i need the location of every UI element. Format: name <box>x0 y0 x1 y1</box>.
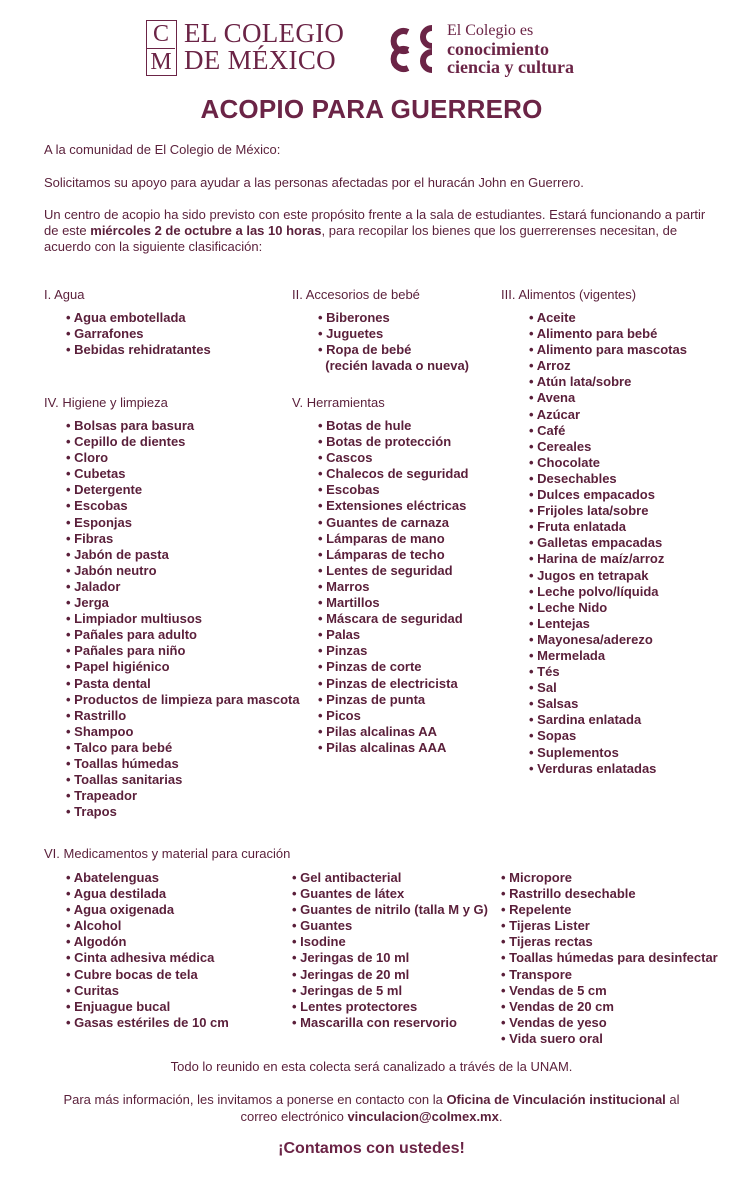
list-item: • Atún lata/sobre <box>529 374 687 390</box>
list-item: • Vida suero oral <box>501 1031 718 1047</box>
list-item: • Frijoles lata/sobre <box>529 503 687 519</box>
list-item: • Papel higiénico <box>66 659 300 675</box>
list-item: • Cubetas <box>66 466 300 482</box>
list-item: • Jabón de pasta <box>66 547 300 563</box>
list-item: • Guantes de nitrilo (talla M y G) <box>292 902 488 918</box>
list-item: • Enjuague bucal <box>66 999 229 1015</box>
greeting: A la comunidad de El Colegio de México: <box>44 142 281 157</box>
list-item: • Agua embotellada <box>66 310 211 326</box>
list-item: • Avena <box>529 390 687 406</box>
list-item: • Ropa de bebé <box>318 342 469 358</box>
list-item: • Vendas de 20 cm <box>501 999 718 1015</box>
contact-mid: al correo electrónico <box>240 1092 680 1124</box>
closing-message: ¡Contamos con ustedes! <box>278 1140 465 1157</box>
section-title-medicamentos: VI. Medicamentos y material para curación <box>44 846 291 861</box>
list-item: • Café <box>529 423 687 439</box>
ccc-symbol-icon <box>386 24 438 74</box>
list-item: • Rastrillo <box>66 708 300 724</box>
list-item: • Pinzas de electricista <box>318 676 469 692</box>
tagline-line-2: conocimiento <box>447 39 549 59</box>
list-item: • Tijeras rectas <box>501 934 718 950</box>
list-item: • Mayonesa/aderezo <box>529 632 687 648</box>
list-item: • Sal <box>529 680 687 696</box>
footer-note: Todo lo reunido en esta colecta será canalizado a trávés de la UNAM. <box>170 1059 573 1074</box>
list-herramientas <box>318 418 469 756</box>
list-item: • Lentejas <box>529 616 687 632</box>
list-item: • Vendas de 5 cm <box>501 983 718 999</box>
section-title-agua: I. Agua <box>44 287 85 302</box>
list-item: • Escobas <box>66 498 300 514</box>
list-item: • Isodine <box>292 934 488 950</box>
list-item: • Pilas alcalinas AAA <box>318 740 469 756</box>
list-item: • Toallas húmedas para desinfectar <box>501 950 718 966</box>
monogram-c: C <box>152 21 169 47</box>
list-bebe <box>318 310 469 374</box>
monogram-m: M <box>147 48 175 75</box>
list-item: • Cinta adhesiva médica <box>66 950 229 966</box>
logo-line-2: DE MÉXICO <box>184 45 336 75</box>
details-start: Un centro de acopio ha sido previsto con este propósito frente a la sala de estudiantes. Estará funcionando a partir de este <box>44 207 706 238</box>
list-item: • Máscara de seguridad <box>318 611 469 627</box>
list-agua <box>66 310 211 358</box>
list-item: • Alimento para mascotas <box>529 342 687 358</box>
colmex-wordmark <box>184 20 344 74</box>
section-title-bebe: II. Accesorios de bebé <box>292 287 420 302</box>
details-paragraph <box>44 207 709 255</box>
list-item: • Sopas <box>529 728 687 744</box>
list-higiene <box>66 418 300 820</box>
request-text: Solicitamos su apoyo para ayudar a las personas afectadas por el huracán John en Guerrero. <box>44 175 584 190</box>
list-item: • Jeringas de 10 ml <box>292 950 488 966</box>
list-item: • Pinzas de corte <box>318 659 469 675</box>
contact-end: . <box>498 1109 503 1124</box>
list-item: • Lámparas de mano <box>318 531 469 547</box>
list-item: (recién lavada o nueva) <box>325 358 470 374</box>
list-item: • Cereales <box>529 439 687 455</box>
list-item: • Guantes <box>292 918 488 934</box>
list-item: • Lámparas de techo <box>318 547 469 563</box>
list-item: • Cepillo de dientes <box>66 434 300 450</box>
list-item: • Aceite <box>529 310 687 326</box>
list-item: • Lentes protectores <box>292 999 488 1015</box>
list-item: • Sardina enlatada <box>529 712 687 728</box>
campaign-tagline <box>447 22 574 76</box>
list-item: • Toallas húmedas <box>66 756 300 772</box>
list-item: • Pasta dental <box>66 676 300 692</box>
list-item: • Agua oxigenada <box>66 902 229 918</box>
footer-contact <box>50 1091 693 1125</box>
colmex-logo <box>146 20 351 78</box>
list-item: • Trapos <box>66 804 300 820</box>
list-item: • Trapeador <box>66 788 300 804</box>
list-item: • Lentes de seguridad <box>318 563 469 579</box>
list-item: • Salsas <box>529 696 687 712</box>
list-item: • Jeringas de 20 ml <box>292 967 488 983</box>
list-item: • Botas de protección <box>318 434 469 450</box>
list-item: • Leche Nido <box>529 600 687 616</box>
list-item: • Cubre bocas de tela <box>66 967 229 983</box>
list-item: • Tijeras Lister <box>501 918 718 934</box>
contact-office: Oficina de Vinculación institucional <box>446 1092 666 1107</box>
list-item: • Marros <box>318 579 469 595</box>
list-item: • Jabón neutro <box>66 563 300 579</box>
details-date: miércoles 2 de octubre a las 10 horas <box>90 223 322 238</box>
contact-email-link[interactable]: vinculacion@colmex.mx <box>347 1109 499 1124</box>
list-item: • Cloro <box>66 450 300 466</box>
list-item: • Jalador <box>66 579 300 595</box>
list-item: • Extensiones eléctricas <box>318 498 469 514</box>
list-item: • Detergente <box>66 482 300 498</box>
list-item: • Fibras <box>66 531 300 547</box>
list-item: • Fruta enlatada <box>529 519 687 535</box>
list-item: • Bebidas rehidratantes <box>66 342 211 358</box>
list-item: • Leche polvo/líquida <box>529 584 687 600</box>
list-item: • Vendas de yeso <box>501 1015 718 1031</box>
list-item: • Pañales para niño <box>66 643 300 659</box>
list-item: • Biberones <box>318 310 469 326</box>
list-item: • Pinzas <box>318 643 469 659</box>
contact-start: Para más información, les invitamos a ponerse en contacto con la <box>63 1092 447 1107</box>
list-item: • Rastrillo desechable <box>501 886 718 902</box>
list-item: • Transpore <box>501 967 718 983</box>
list-item: • Guantes de látex <box>292 886 488 902</box>
list-item: • Pañales para adulto <box>66 627 300 643</box>
list-item: • Productos de limpieza para mascota <box>66 692 300 708</box>
list-item: • Cascos <box>318 450 469 466</box>
list-item: • Escobas <box>318 482 469 498</box>
tagline-line-1: El Colegio es <box>447 22 534 39</box>
page-title: ACOPIO PARA GUERRERO <box>200 94 543 124</box>
list-item: • Talco para bebé <box>66 740 300 756</box>
details-end: , para recopilar los bienes que los guerrerenses necesitan, de acuerdo con la siguiente clasificación: <box>44 223 678 254</box>
list-item: • Jerga <box>66 595 300 611</box>
list-item: • Micropore <box>501 870 718 886</box>
list-alimentos <box>529 310 687 777</box>
list-item: • Martillos <box>318 595 469 611</box>
section-title-higiene: IV. Higiene y limpieza <box>44 395 168 410</box>
list-item: • Shampoo <box>66 724 300 740</box>
list-item: • Abatelenguas <box>66 870 229 886</box>
list-item: • Palas <box>318 627 469 643</box>
list-item: • Juguetes <box>318 326 469 342</box>
list-item: • Toallas sanitarias <box>66 772 300 788</box>
list-item: • Esponjas <box>66 515 300 531</box>
list-medicamentos-col-2 <box>292 870 488 1031</box>
campaign-logo <box>386 22 616 78</box>
section-title-herramientas: V. Herramientas <box>292 395 385 410</box>
list-item: • Gel antibacterial <box>292 870 488 886</box>
list-item: • Limpiador multiusos <box>66 611 300 627</box>
list-item: • Algodón <box>66 934 229 950</box>
section-title-alimentos: III. Alimentos (vigentes) <box>501 287 637 302</box>
logo-line-1: EL COLEGIO <box>184 18 345 48</box>
list-item: • Azúcar <box>529 407 687 423</box>
list-item: • Desechables <box>529 471 687 487</box>
list-item: • Galletas empacadas <box>529 535 687 551</box>
list-item: • Chalecos de seguridad <box>318 466 469 482</box>
colmex-monogram <box>146 20 177 76</box>
list-item: • Alimento para bebé <box>529 326 687 342</box>
list-item: • Harina de maíz/arroz <box>529 551 687 567</box>
list-item: • Curitas <box>66 983 229 999</box>
list-item: • Botas de hule <box>318 418 469 434</box>
list-item: • Arroz <box>529 358 687 374</box>
list-item: • Guantes de carnaza <box>318 515 469 531</box>
list-item: • Alcohol <box>66 918 229 934</box>
list-item: • Garrafones <box>66 326 211 342</box>
list-item: • Bolsas para basura <box>66 418 300 434</box>
list-item: • Mermelada <box>529 648 687 664</box>
list-item: • Jugos en tetrapak <box>529 568 687 584</box>
list-medicamentos-col-1 <box>66 870 229 1031</box>
list-item: • Jeringas de 5 ml <box>292 983 488 999</box>
list-item: • Gasas estériles de 10 cm <box>66 1015 229 1031</box>
list-item: • Tés <box>529 664 687 680</box>
tagline-line-3: ciencia y cultura <box>447 57 574 77</box>
list-item: • Dulces empacados <box>529 487 687 503</box>
list-item: • Picos <box>318 708 469 724</box>
list-item: • Pinzas de punta <box>318 692 469 708</box>
list-medicamentos-col-3 <box>501 870 718 1047</box>
list-item: • Chocolate <box>529 455 687 471</box>
list-item: • Repelente <box>501 902 718 918</box>
list-item: • Agua destilada <box>66 886 229 902</box>
list-item: • Pilas alcalinas AA <box>318 724 469 740</box>
list-item: • Suplementos <box>529 745 687 761</box>
list-item: • Mascarilla con reservorio <box>292 1015 488 1031</box>
list-item: • Verduras enlatadas <box>529 761 687 777</box>
